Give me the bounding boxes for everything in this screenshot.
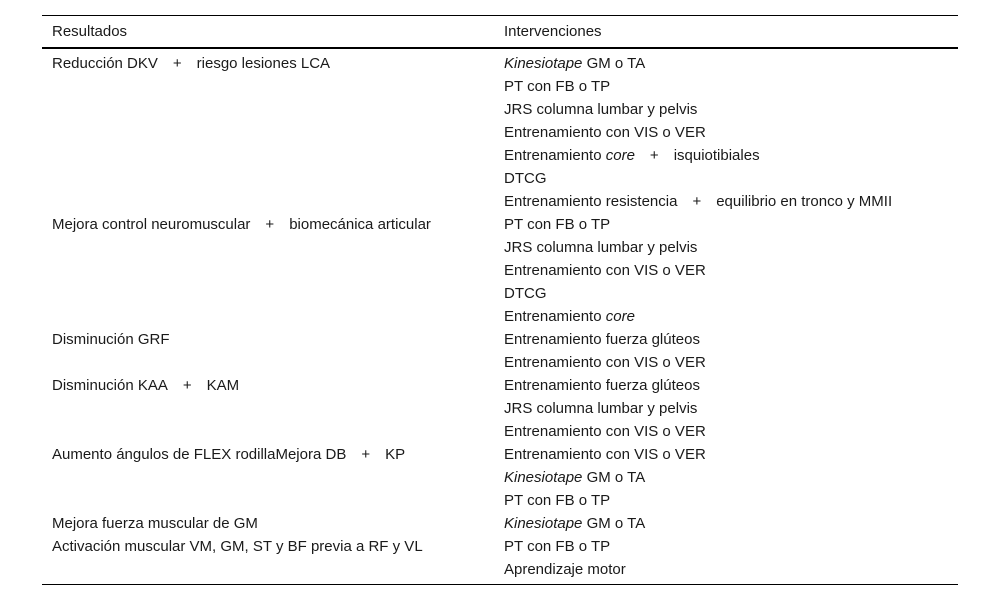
header-row <box>42 16 958 49</box>
intervention-item: JRS columna lumbar y pelvis <box>504 239 698 256</box>
interventions-cell <box>494 328 958 374</box>
result-cell <box>42 512 494 535</box>
header-resultados: Resultados <box>52 23 128 40</box>
intervention-item: JRS columna lumbar y pelvis <box>504 400 698 417</box>
table-row <box>42 213 958 328</box>
interventions-cell <box>494 48 958 213</box>
intervention-item: PT con FB o TP <box>504 492 611 509</box>
intervention-item: JRS columna lumbar y pelvis <box>504 101 698 118</box>
table-body <box>42 48 958 585</box>
intervention-item: Entrenamiento fuerza glúteos <box>504 377 700 394</box>
intervention-item: DTCG <box>504 170 547 187</box>
result-text: Activación muscular VM, GM, ST y BF previa a RF y VL <box>52 538 423 555</box>
intervention-item: Kinesiotape GM o TA <box>504 55 646 72</box>
results-interventions-table <box>42 15 958 585</box>
intervention-item: Kinesiotape GM o TA <box>504 469 646 486</box>
table-row <box>42 512 958 535</box>
intervention-item: Entrenamiento con VIS o VER <box>504 124 706 141</box>
plus-sign: + <box>649 147 659 164</box>
result-cell <box>42 48 494 213</box>
plus-sign: + <box>172 55 182 72</box>
header-intervenciones: Intervenciones <box>504 23 602 40</box>
table-row <box>42 535 958 585</box>
result-cell <box>42 374 494 443</box>
interventions-cell <box>494 512 958 535</box>
plus-sign: + <box>692 193 702 210</box>
intervention-item: Entrenamiento con VIS o VER <box>504 354 706 371</box>
plus-sign: + <box>182 377 192 394</box>
intervention-item: Entrenamiento core + isquiotibiales <box>504 144 958 167</box>
intervention-item: Kinesiotape GM o TA <box>504 515 646 532</box>
result-cell <box>42 328 494 374</box>
intervention-item: Entrenamiento resistencia + equilibrio en tronco y MMII <box>504 190 958 213</box>
interventions-cell <box>494 374 958 443</box>
plus-sign: + <box>265 216 275 233</box>
table-header <box>42 16 958 49</box>
result-cell <box>42 535 494 585</box>
intervention-item: PT con FB o TP <box>504 78 611 95</box>
result-text: Mejora fuerza muscular de GM <box>52 515 258 532</box>
result-cell <box>42 443 494 512</box>
table-row <box>42 48 958 213</box>
table-row <box>42 374 958 443</box>
result-text: Disminución GRF <box>52 331 170 348</box>
results-table-container <box>42 15 958 585</box>
intervention-item: Aprendizaje motor <box>504 561 626 578</box>
intervention-item: Entrenamiento fuerza glúteos <box>504 331 700 348</box>
intervention-item: DTCG <box>504 285 547 302</box>
intervention-item: Entrenamiento con VIS o VER <box>504 446 706 463</box>
result-text: Aumento ángulos de FLEX rodillaMejora DB + KP <box>52 443 494 466</box>
intervention-item: PT con FB o TP <box>504 538 611 555</box>
intervention-item: Entrenamiento con VIS o VER <box>504 262 706 279</box>
intervention-item: Entrenamiento con VIS o VER <box>504 423 706 440</box>
intervention-item: Entrenamiento core <box>504 308 635 325</box>
result-text: Mejora control neuromuscular + biomecánica articular <box>52 213 494 236</box>
intervention-item: PT con FB o TP <box>504 216 611 233</box>
result-cell <box>42 213 494 328</box>
result-text: Reducción DKV + riesgo lesiones LCA <box>52 52 494 75</box>
plus-sign: + <box>361 446 371 463</box>
interventions-cell <box>494 213 958 328</box>
interventions-cell <box>494 443 958 512</box>
table-row <box>42 328 958 374</box>
interventions-cell <box>494 535 958 585</box>
table-row <box>42 443 958 512</box>
result-text: Disminución KAA + KAM <box>52 374 494 397</box>
